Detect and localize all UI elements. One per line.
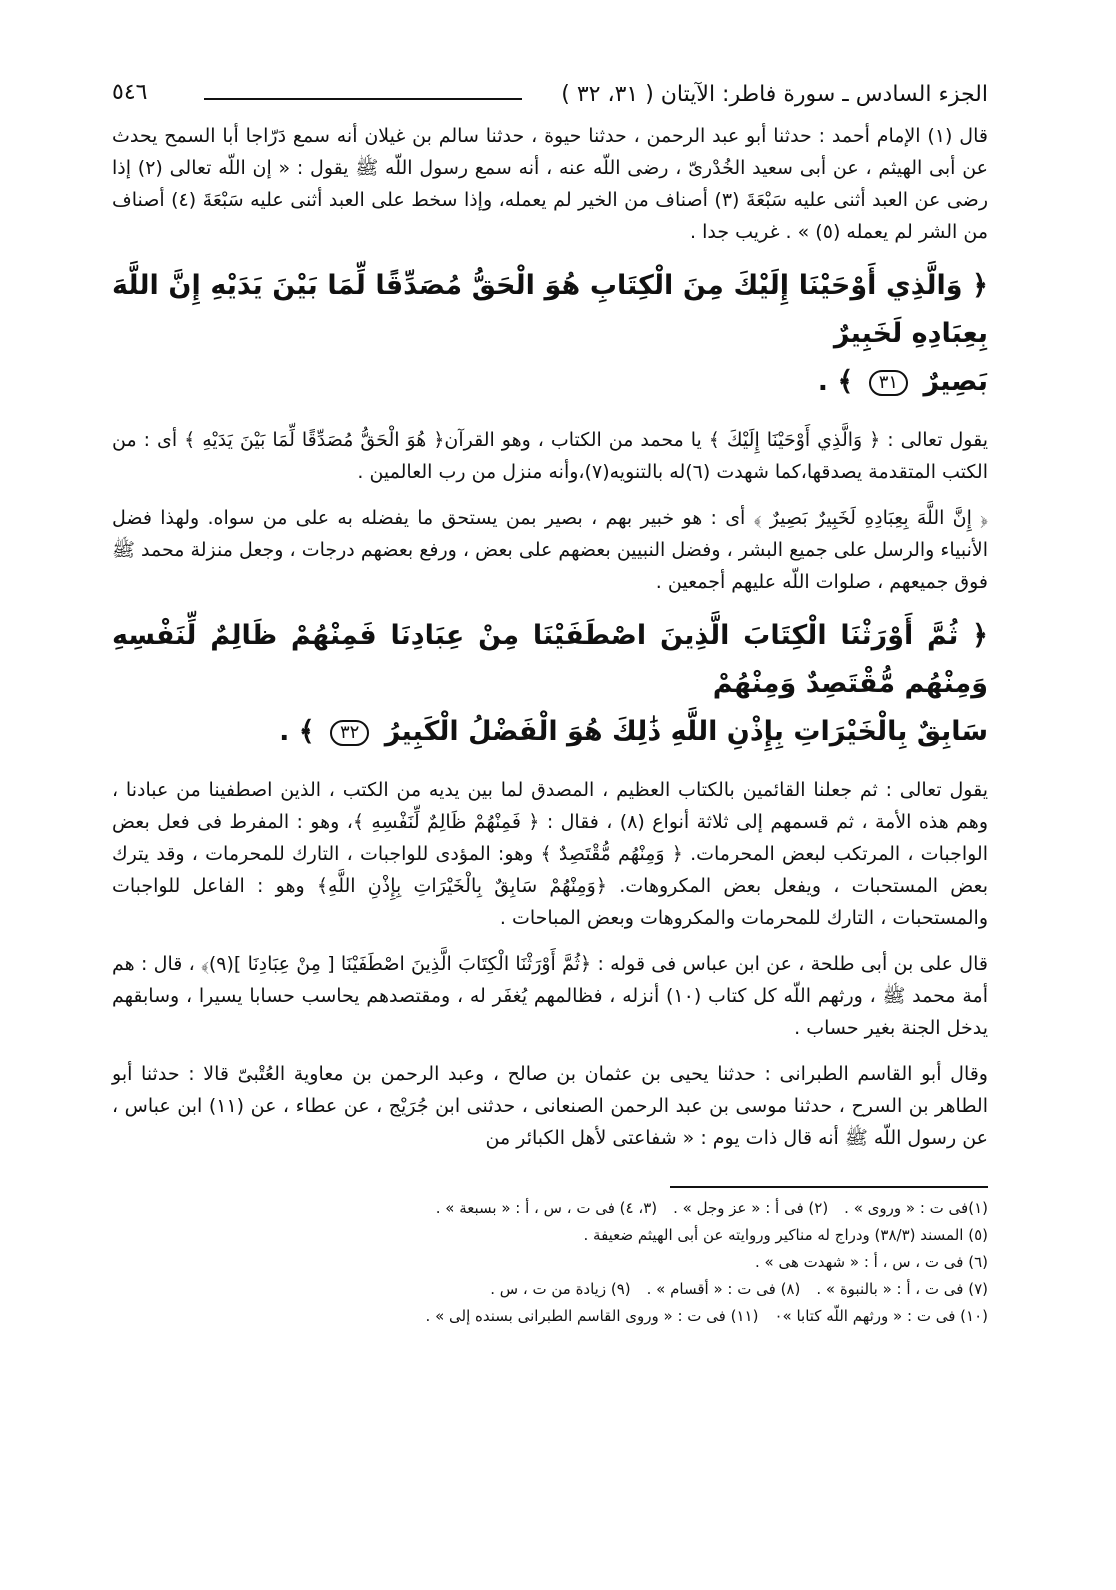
footnote-9: (٩) زيادة من ت ، س . [490, 1280, 631, 1298]
footnote-2: (٢) فى أ : « عز وجل » . [673, 1199, 829, 1217]
footnote-row-1 [112, 1196, 988, 1220]
footnote-row-5 [112, 1304, 988, 1328]
main-content [112, 120, 988, 1154]
verse-32-close: ﴾ . [279, 716, 315, 747]
page-header [112, 78, 988, 120]
footnote-row-4 [112, 1277, 988, 1301]
verse-31-line-1: ﴿ وَالَّذِي أَوْحَيْنَا إِلَيْكَ مِنَ الْكِتَابِ هُوَ الْحَقُّ مُصَدِّقًا لِّمَا بَيْنَ يَدَيْهِ إِنَّ اللَّهَ بِعِبَادِهِ لَخَبِيرٌ [112, 270, 988, 349]
paragraph-hadith-ahmad: قال (١) الإمام أحمد : حدثنا أبو عبد الرحمن ، حدثنا حيوة ، حدثنا سالم بن غيلان أنه سمع دَرّاجا أبا السمح يحدث عن أبى الهيثم ، عن أبى سعيد الخُدْرىّ ، رضى اللّه عنه ، أنه سمع رسول اللّه ﷺ يقول : « إن اللّه تعالى (٢) إذا رضى عن العبد أثنى عليه سَبْعَةَ (٣) أصناف من الخير لم يعمله، وإذا سخط على العبد أثنى عليه سَبْعَةَ (٤) أصناف من الشر لم يعمله (٥) » . غريب جدا . [112, 125, 988, 243]
header-rule [204, 98, 522, 100]
footnote-5: (٥) المسند (٣٨/٣) ودراج له مناكير وروايته عن أبى الهيثم ضعيفة . [583, 1226, 988, 1244]
footnote-11: (١١) فى ت : « وروى القاسم الطبرانى بسنده إلى » . [425, 1307, 759, 1325]
footnote-6: (٦) فى ت ، س ، أ : « شهدت هى » . [754, 1253, 988, 1271]
verse-number-31: ٣١ [869, 370, 908, 396]
verse-31-line-2: بَصِيرٌ [923, 366, 988, 397]
page-number: ٥٤٦ [112, 80, 148, 105]
paragraph-tafsir-31-b: ﴿ إِنَّ اللَّهَ بِعِبَادِهِ لَخَبِيرٌ بَصِيرٌ ﴾ أى : هو خبير بهم ، بصير بمن يستحق ما يفضله به على من سواه. ولهذا فضل الأنبياء والرسل على جميع البشر ، وفضل النبيين بعضهم على بعض ، ورفع بعضهم درجات ، وجعل منزلة محمد ﷺ فوق جميعهم ، صلوات اللّه عليهم أجمعين . [112, 507, 988, 593]
paragraph-tafsir-31-a: يقول تعالى : ﴿ وَالَّذِي أَوْحَيْنَا إِلَيْكَ ﴾ يا محمد من الكتاب ، وهو القرآن﴿ هُوَ الْحَقُّ مُصَدِّقًا لِّمَا بَيْنَ يَدَيْهِ ﴾ أى : من الكتب المتقدمة يصدقها،كما شهدت (٦)له بالتنويه(٧)،وأنه منزل من رب العالمين . [112, 429, 988, 483]
footnote-8: (٨) فى ت : « أقسام » . [646, 1280, 801, 1298]
running-title: الجزء السادس ـ سورة فاطر: الآيتان ( ٣١، ٣٢ ) [561, 82, 988, 107]
footnote-1: (١)فى ت : « وروى » . [844, 1199, 988, 1217]
footnote-3-4: (٣، ٤) فى ت ، س ، أ : « بسبعة » . [435, 1199, 658, 1217]
verse-31-close: ﴾ . [817, 366, 854, 397]
quran-verse-31 [112, 262, 988, 406]
verse-number-32: ٣٢ [330, 720, 369, 746]
verse-32-line-2: سَابِقٌ بِالْخَيْرَاتِ بِإِذْنِ اللَّهِ ذَٰلِكَ هُوَ الْفَضْلُ الْكَبِيرُ [384, 716, 988, 747]
paragraph-tafsir-32-c: وقال أبو القاسم الطبرانى : حدثنا يحيى بن عثمان بن صالح ، وعبد الرحمن بن معاوية العُتْبىّ قالا : حدثنا أبو الطاهر بن السرح ، حدثنا موسى بن عبد الرحمن الصنعانى ، حدثنى ابن جُرَيْج ، عن عطاء ، عن (١١) ابن عباس ، عن رسول اللّه ﷺ أنه قال ذات يوم : « شفاعتى لأهل الكبائر من [112, 1063, 988, 1149]
paragraph-tafsir-32-b: قال على بن أبى طلحة ، عن ابن عباس فى قوله : ﴿ثُمَّ أَوْرَثْنَا الْكِتَابَ الَّذِينَ اصْطَفَيْنَا [ مِنْ عِبَادِنَا ](٩)﴾ ، قال : هم أمة محمد ﷺ ، ورثهم اللّه كل كتاب (١٠) أنزله ، فظالمهم يُغفَر له ، ومقتصدهم يحاسب حسابا يسيرا ، وسابقهم يدخل الجنة بغير حساب . [112, 953, 988, 1039]
footnote-rule [670, 1186, 988, 1188]
footnote-7: (٧) فى ت ، أ : « بالنبوة » . [816, 1280, 988, 1298]
paragraph-tafsir-32-a: يقول تعالى : ثم جعلنا القائمين بالكتاب العظيم ، المصدق لما بين يديه من الكتب ، الذين اصطفينا من عبادنا ، وهم هذه الأمة ، ثم قسمهم إلى ثلاثة أنواع (٨) ، فقال : ﴿ فَمِنْهُمْ ظَالِمٌ لِّنَفْسِهِ ﴾، وهو : المفرط فى فعل بعض الواجبات ، المرتكب لبعض المحرمات. ﴿ وَمِنْهُم مُّقْتَصِدٌ ﴾ وهو: المؤدى للواجبات ، التارك للمحرمات ، وقد يترك بعض المستحبات ، ويفعل بعض المكروهات. ﴿وَمِنْهُمْ سَابِقٌ بِالْخَيْرَاتِ بِإِذْنِ اللَّهِ﴾ وهو : الفاعل للواجبات والمستحبات ، التارك للمحرمات والمكروهات وبعض المباحات . [112, 779, 988, 929]
verse-32-line-1: ﴿ ثُمَّ أَوْرَثْنَا الْكِتَابَ الَّذِينَ اصْطَفَيْنَا مِنْ عِبَادِنَا فَمِنْهُمْ ظَالِمٌ لِّنَفْسِهِ وَمِنْهُم مُّقْتَصِدٌ وَمِنْهُمْ [112, 620, 988, 699]
footnote-10: (١٠) فى ت : « ورثهم اللّه كتابا »٠ [774, 1307, 988, 1325]
quran-verse-32 [112, 612, 988, 756]
footnotes [112, 1196, 988, 1328]
